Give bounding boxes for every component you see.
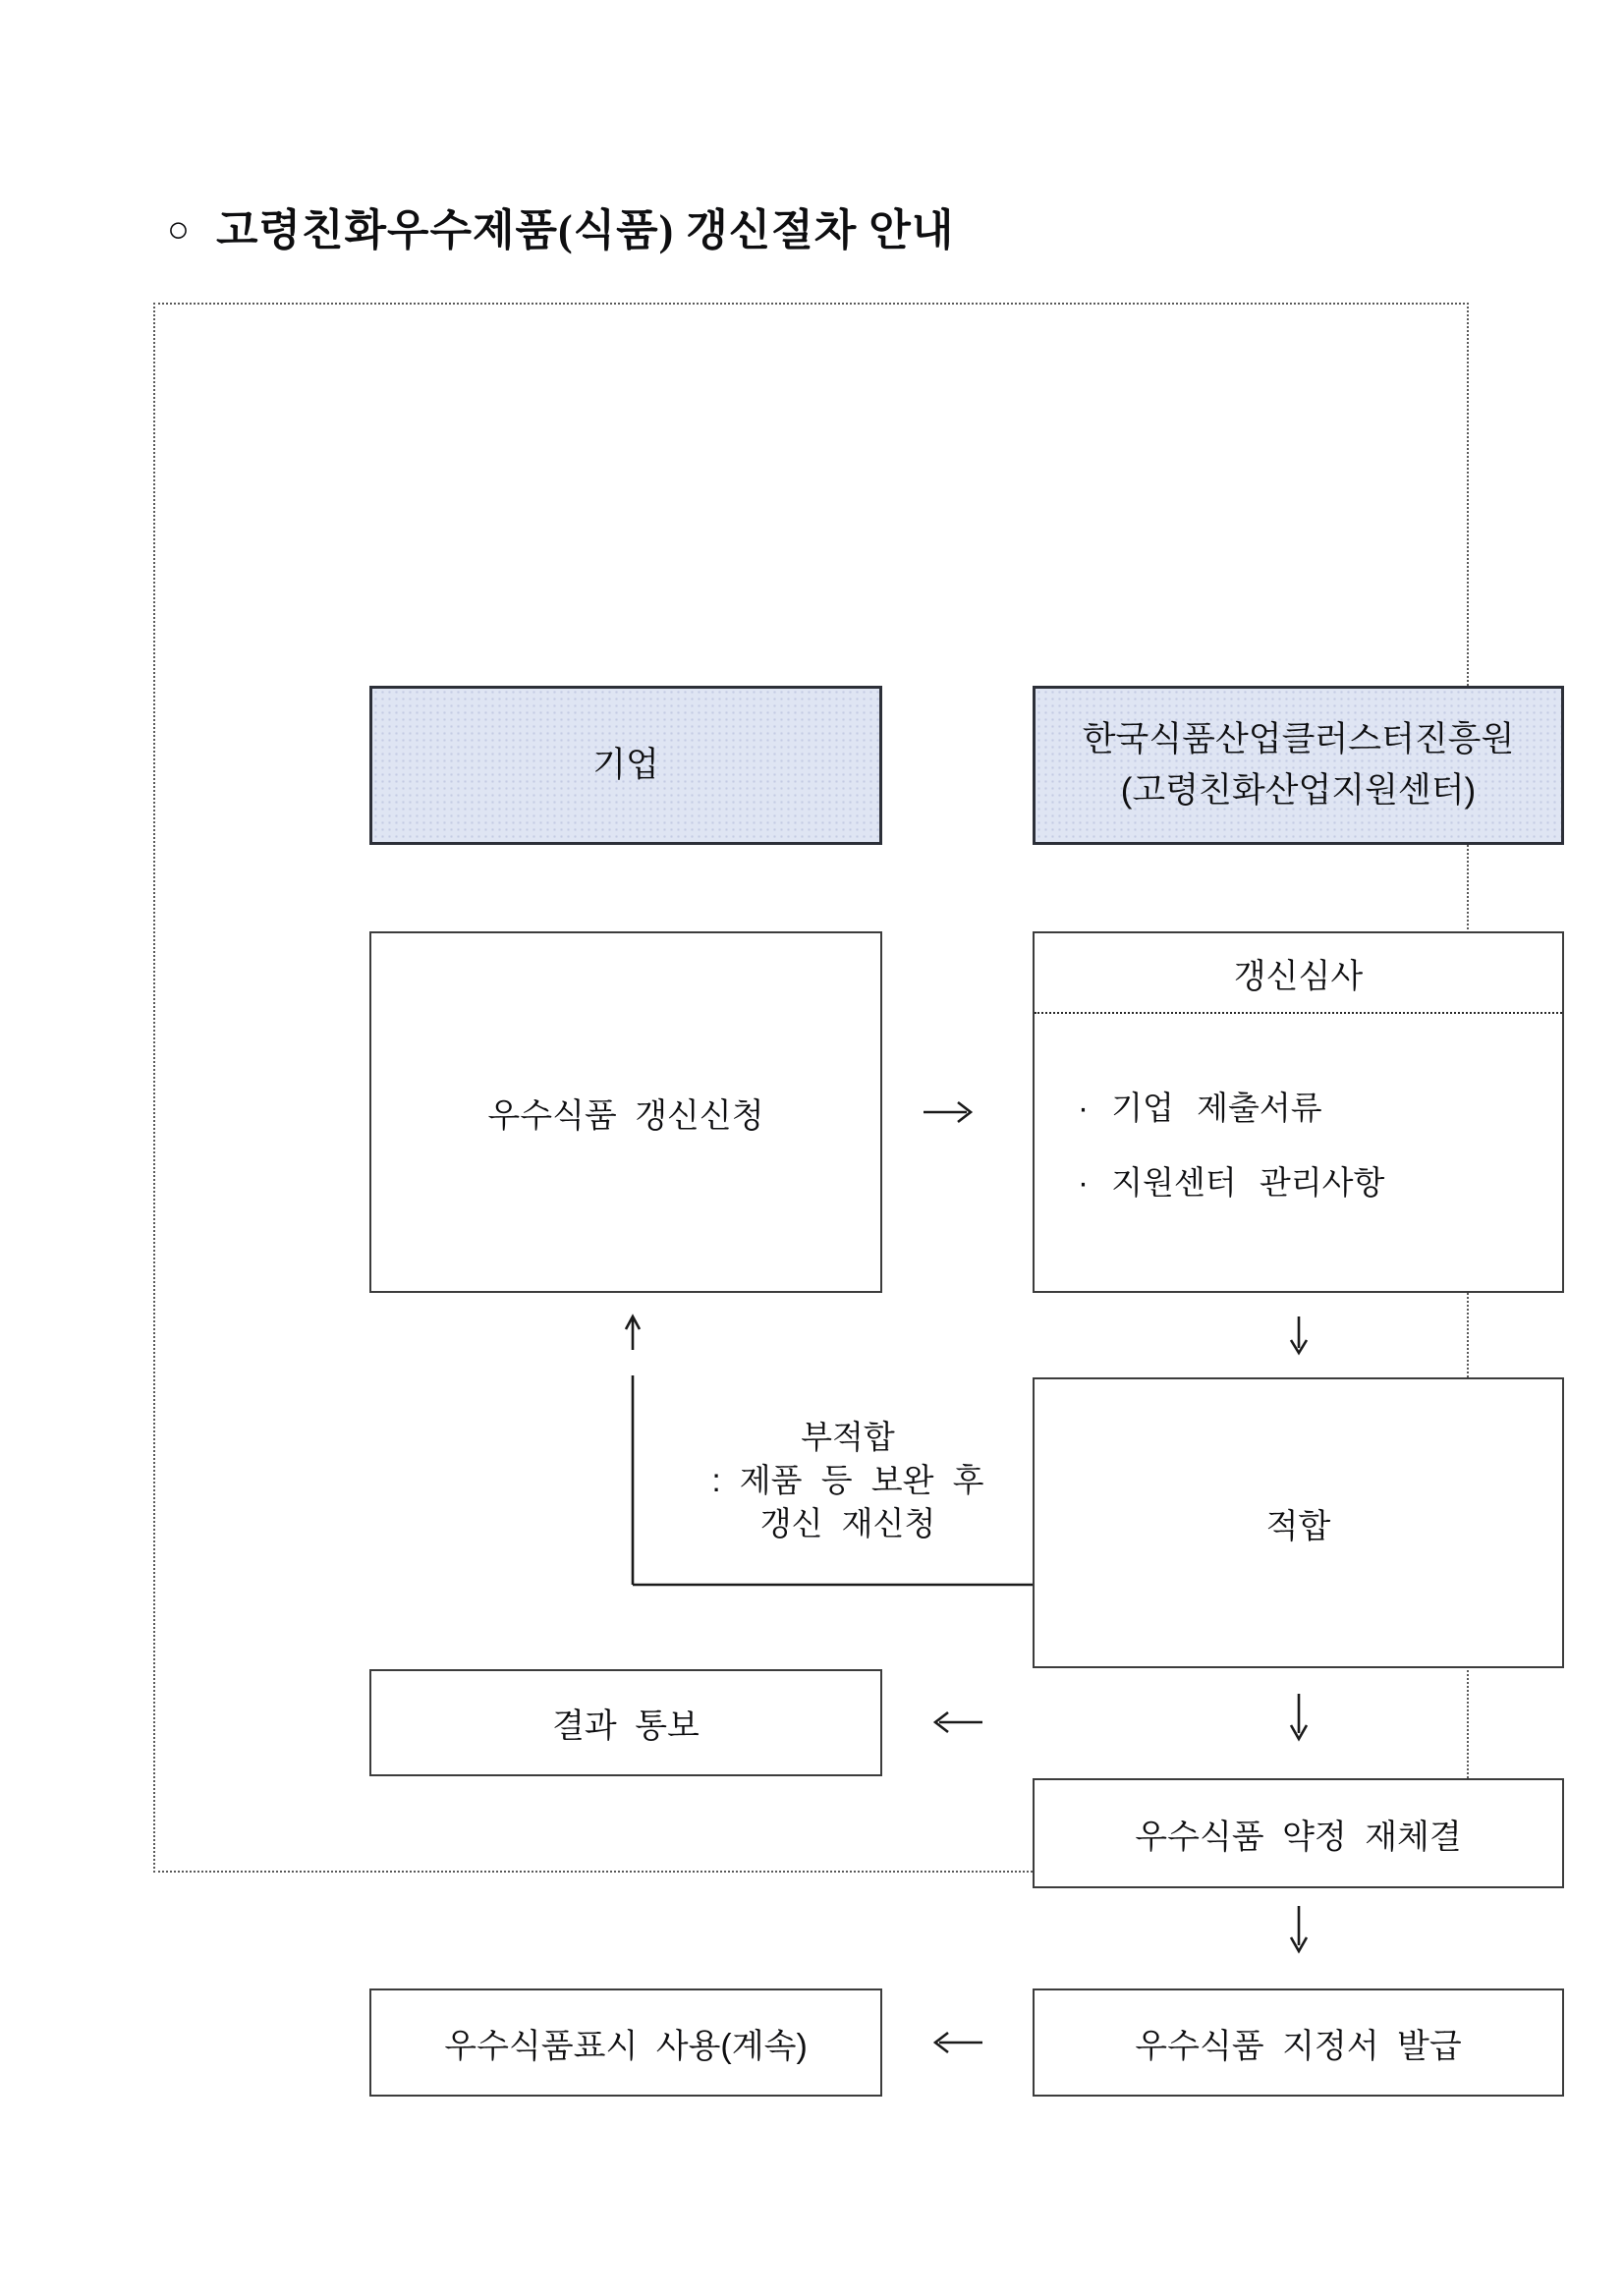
node-agreement-renewal	[1033, 1778, 1564, 1888]
renewal-application-label: 우수식품 갱신신청	[487, 1096, 764, 1135]
node-certificate-issue	[1033, 1988, 1564, 2097]
down-arrow-pass-to-agreement	[1283, 1692, 1315, 1747]
fail-note-line2: : 제품 등 보완 후	[711, 1462, 984, 1498]
down-arrow-agreement-to-certificate	[1283, 1904, 1315, 1959]
agreement-label: 우수식품 약정 재체결	[1135, 1818, 1462, 1856]
node-renewal-review	[1033, 931, 1564, 1293]
page-title-text: 고령친화우수제품(식품) 갱신절차 안내	[215, 206, 955, 254]
certificate-label: 우수식품 지정서 발급	[1135, 2027, 1462, 2065]
left-arrow-certificate-to-mark-use	[924, 2027, 986, 2058]
node-result-notice	[369, 1669, 882, 1776]
result-notice-label: 결과 통보	[552, 1708, 700, 1745]
fail-note	[646, 1416, 1049, 1545]
node-pass	[1033, 1377, 1564, 1668]
fail-note-line1: 부적합	[801, 1419, 895, 1455]
title-circle-bullet: ○	[167, 209, 191, 251]
down-arrow-review-to-pass	[1283, 1315, 1315, 1360]
flowchart-frame	[153, 303, 1515, 2065]
review-item-company-documents: · 기업 제출서류	[1078, 1090, 1322, 1126]
pass-label: 적합	[1265, 1507, 1331, 1545]
mark-use-label: 우수식품표시 사용(계속)	[444, 2027, 808, 2065]
fail-note-line3: 갱신 재신청	[759, 1505, 936, 1541]
header-box-agency	[1033, 686, 1564, 845]
header-box-company	[369, 686, 882, 845]
review-item-center-management: · 지원센터 관리사항	[1078, 1164, 1385, 1201]
node-renewal-application	[369, 931, 882, 1293]
company-label: 기업	[592, 746, 659, 784]
left-arrow-pass-to-notice	[924, 1707, 986, 1738]
right-arrow-apply-to-review	[922, 1096, 984, 1128]
node-mark-use	[369, 1988, 882, 2097]
page-title	[167, 204, 954, 257]
agency-label-line1: 한국식품산업클러스터진흥원	[1082, 720, 1515, 758]
agency-label-line2: (고령친화산업지원센터)	[1120, 771, 1477, 810]
review-title: 갱신심사	[1233, 957, 1364, 995]
review-header	[1035, 933, 1562, 1014]
